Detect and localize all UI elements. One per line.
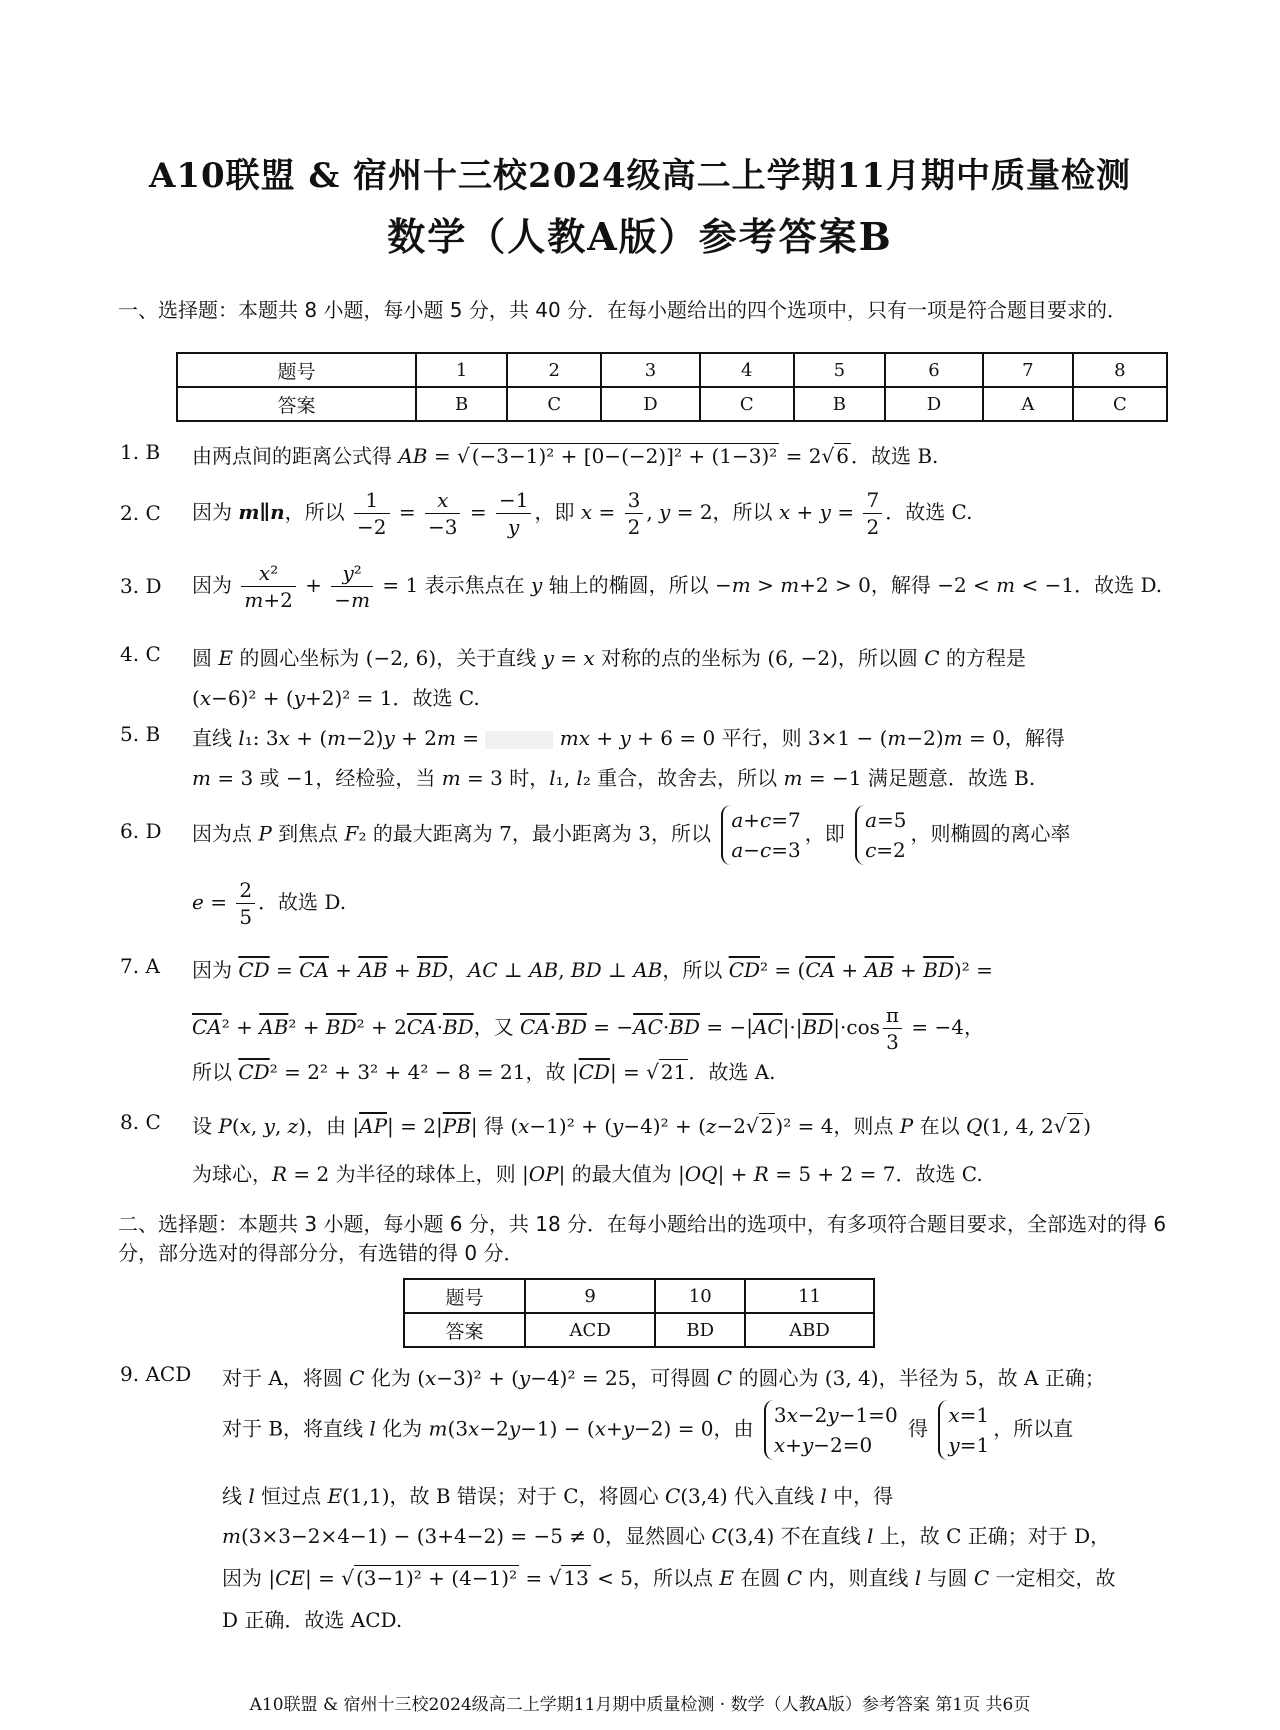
answer-cell: B — [794, 387, 885, 421]
solution-number: 7. — [120, 954, 140, 978]
answer-key-subtitle: 数学（人教A版）参考答案B — [387, 214, 893, 259]
solution-answer: D — [145, 819, 162, 843]
answer-cell: A — [983, 387, 1073, 421]
table-row — [177, 353, 1167, 387]
section2-heading: 二、选择题：本题共 3 小题，每小题 6 分，共 18 分．在每小题给出的选项中，有多项符合题目要求，全部选对的得 6 分，部分选对的得部分分，有选错的得 0 分． — [118, 1212, 1167, 1265]
section1-answer-table — [176, 352, 1168, 422]
solution-number: 4. — [120, 642, 140, 666]
answer-cell: B — [416, 387, 507, 421]
solution-number: 2. — [120, 501, 140, 525]
solution-text: m(3×3−2×4−1) − (3+4−2) = −5 ≠ 0，显然圆心 C(3,4) 不在直线 l 上，故 C 正确；对于 D， — [222, 1524, 1111, 1548]
solution-text: 由两点间的距离公式得 AB = √ (−3−1)² + [0−(−2)]² + (1−3)² = 2√ 6 ．故选 B. — [192, 444, 939, 468]
solution-answer: B — [145, 722, 161, 746]
solution-text: 为球心，R = 2 为半径的球体上，则 |OP| 的最大值为 |OQ| + R = 5 + 2 = 7．故选 C. — [192, 1162, 983, 1186]
solution-text: e = $\frac{2}{5}$ ．故选 D. — [192, 878, 347, 929]
solution-number: 5. — [120, 722, 140, 746]
solution-text: 因为 $\frac{\text{x²}}{m+2}$ + $\frac{\text{y²}}{-m}$ = 1 表示焦点在 y 轴上的椭圆，所以 −m > m+2 > 0，解得 −2 < m < −1．故选 D. — [192, 561, 1163, 612]
solution-answer: C — [145, 501, 161, 525]
question-number: 9 — [525, 1279, 656, 1313]
solution-answer: C — [145, 642, 161, 666]
solution-text: 对于 A，将圆 C 化为 (x−3)² + (y−4)² = 25，可得圆 C 的圆心为 (3, 4)，半径为 5，故 A 正确； — [222, 1366, 1105, 1390]
question-number: 4 — [700, 353, 794, 387]
question-number: 8 — [1073, 353, 1167, 387]
question-number: 10 — [655, 1279, 745, 1313]
answer-cell: ABD — [745, 1313, 874, 1347]
solution-text: 因为 $\overline{CD} = \overline{CA} + \overline{AB} + \overline{BD}$，AC ⊥ AB, BD ⊥ AB，所以 $\overline{CD}^2 = (\overline{CA} + \overline{AB} + \overline{BD})^2$ = — [192, 958, 993, 982]
exam-title: A10联盟 & 宿州十三校2024级高二上学期11月期中质量检测 — [148, 156, 1131, 196]
solution-answer: D — [145, 574, 162, 598]
question-number: 11 — [745, 1279, 874, 1313]
solution-text: 直线 l₁: 3x + (m−2)y + 2m = mx + y + 6 = 0 平行，则 3×1 − (m−2)m = 0，解得 — [192, 726, 1065, 750]
question-number: 6 — [885, 353, 983, 387]
solution-number: 1. — [120, 440, 140, 464]
solution-number: 6. — [120, 819, 140, 843]
solution-text: 线 l 恒过点 E(1,1)，故 B 错误；对于 C，将圆心 C(3,4) 代入直线 l 中，得 — [222, 1484, 894, 1508]
row-label-answer: 答案 — [177, 387, 416, 421]
answer-cell: C — [507, 387, 601, 421]
solution-text: 设 P(x, y, z)，由 $|\overline{AP}| = 2|\overline{PB}|$ 得 (x−1)² + (y−4)² + (z−2√ 2 )² = 4，则点 P 在以 Q(1, 4, 2√ 2 ) — [192, 1114, 1092, 1138]
solution-answer: C — [145, 1110, 161, 1134]
solution-text: 所以 $\overline{CD}^2 = 2^2 + 3^2 + 4^2 - 8 = 21$，故 $|\overline{CD}|$ = √ 21 ．故选 A. — [192, 1060, 776, 1084]
row-label-question: 题号 — [404, 1279, 525, 1313]
solution-text: 对于 B，将直线 l 化为 m(3x−2y−1) − (x+y−2) = 0，由 3x−2y−1=0 x+y−2=0 得 x=1 y=1 ，所以直 — [222, 1400, 1073, 1460]
solution-answer: B — [145, 440, 161, 464]
solution-text: 因为 m∥n，所以 $\frac{1}{-2}$ = $\frac{x}{-3}$ = $\frac{-1}{y}$ ，即 x = $\frac{3}{2}$ , y = 2，所以 x + y = $\frac{7}{2}$ ．故选 C. — [192, 488, 973, 539]
section2-answer-table — [403, 1278, 875, 1348]
question-number: 2 — [507, 353, 601, 387]
solution-text: 圆 E 的圆心坐标为 (−2, 6)，关于直线 y = x 对称的点的坐标为 (6, −2)，所以圆 C 的方程是 — [192, 646, 1026, 670]
answer-cell: C — [1073, 387, 1167, 421]
table-row — [404, 1313, 874, 1347]
answer-cell: D — [885, 387, 983, 421]
scan-smudge — [485, 731, 553, 749]
answer-cell: ACD — [525, 1313, 656, 1347]
table-row — [177, 387, 1167, 421]
solution-number: 9. — [120, 1362, 140, 1386]
table-row — [404, 1279, 874, 1313]
solution-text: 因为 |CE| = √ (3−1)² + (4−1)² = √ 13 < 5，所以点 E 在圆 C 内，则直线 l 与圆 C 一定相交，故 — [222, 1566, 1116, 1590]
solution-number: 3. — [120, 574, 140, 598]
answer-cell: BD — [655, 1313, 745, 1347]
question-number: 5 — [794, 353, 885, 387]
solution-number: 8. — [120, 1110, 140, 1134]
question-number: 3 — [601, 353, 699, 387]
answer-cell: D — [601, 387, 699, 421]
solution-text: (x−6)² + (y+2)² = 1．故选 C. — [192, 686, 480, 710]
section1-heading: 一、选择题：本题共 8 小题，每小题 5 分，共 40 分．在每小题给出的四个选项中，只有一项是符合题目要求的． — [118, 298, 1128, 322]
solution-answer: A — [145, 954, 160, 978]
solution-text: D 正确．故选 ACD. — [222, 1608, 403, 1632]
solution-text: m = 3 或 −1，经检验，当 m = 3 时，l₁, l₂ 重合，故舍去，所以 m = −1 满足题意．故选 B. — [192, 766, 1036, 790]
solution-text: $\overline{CA}^2 + \overline{AB}^2 + \overline{BD}^2 + 2\overline{CA}\cdot\overline{BD}$，又 $\overline{CA}\cdot\overline{BD} = -\overline{AC}\cdot\overline{BD} = -|\overline{AC}|\cdot|\overline{BD}|\cdot\cos$ $\frac{\pi}{3}$ = −4， — [192, 1003, 984, 1054]
row-label-question: 题号 — [177, 353, 416, 387]
answer-cell: C — [700, 387, 794, 421]
solution-answer: ACD — [145, 1362, 192, 1386]
page-footer: A10联盟 & 宿州十三校2024级高二上学期11月期中质量检测 · 数学（人教A版）参考答案 第1页 共6页 — [249, 1695, 1031, 1715]
question-number: 1 — [416, 353, 507, 387]
row-label-answer: 答案 — [404, 1313, 525, 1347]
question-number: 7 — [983, 353, 1073, 387]
solution-text: 因为点 P 到焦点 F₂ 的最大距离为 7，最小距离为 3，所以 a+c=7 a−c=3 ，即 a=5 c=2 ，则椭圆的离心率 — [192, 805, 1071, 865]
